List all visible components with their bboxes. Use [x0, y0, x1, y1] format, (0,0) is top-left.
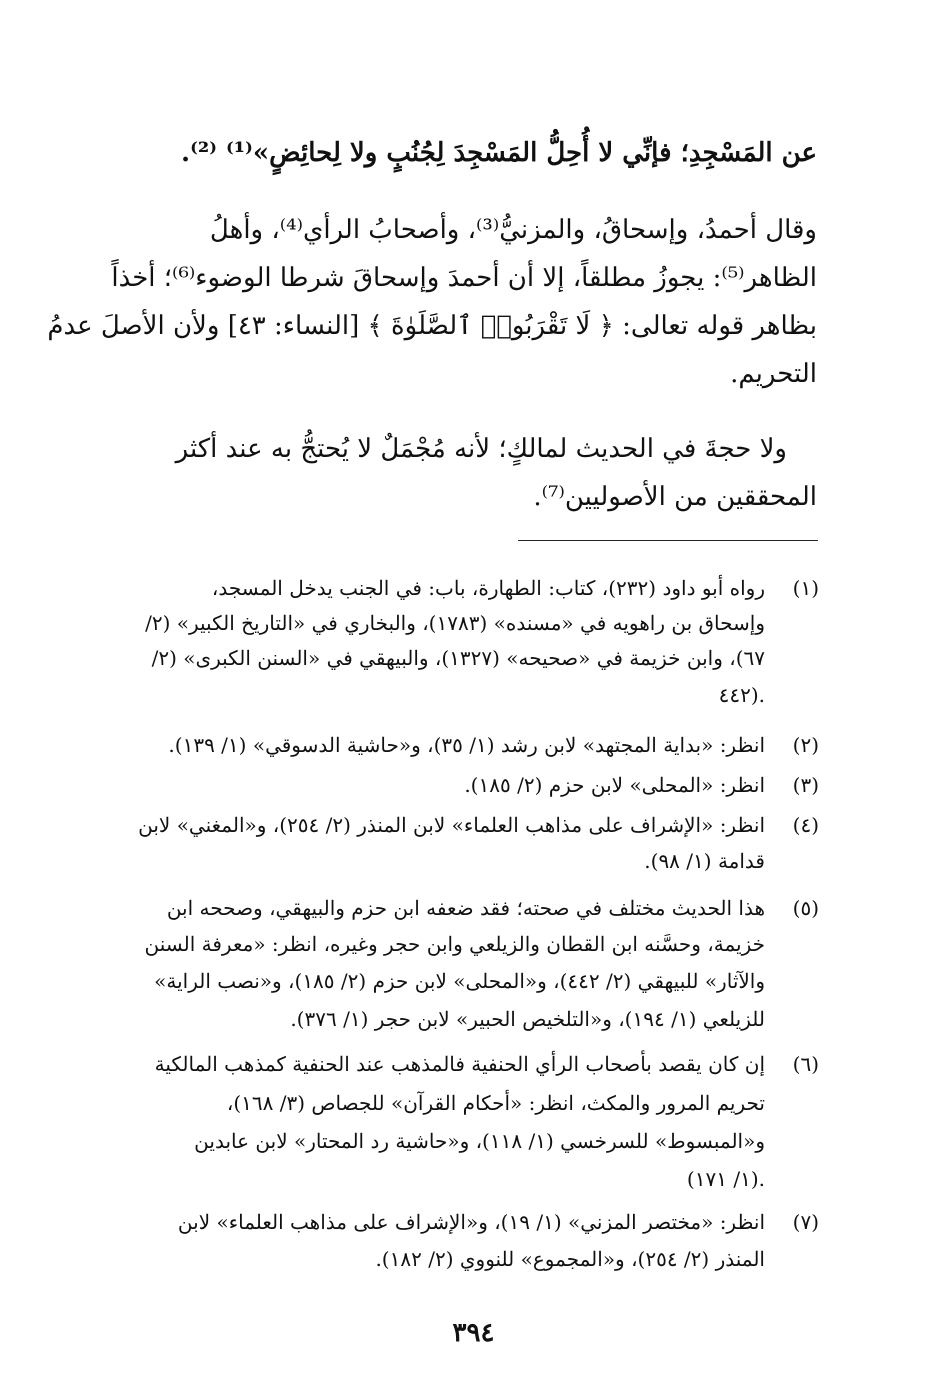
footnote-line: المنذر (٢/ ٢٥٤)، و«المجموع» للنووي (٢/ ١٨٢). — [375, 1247, 765, 1271]
hadith-quote-line: عن المَسْجِدِ؛ فإنِّي لا أُحِلُّ المَسْجِدَ لِجُنُبٍ ولا لِحائِضٍ»⁽¹⁾ ⁽²⁾. — [181, 138, 817, 168]
footnote-line: انظر: «الإشراف على مذاهب العلماء» لابن المنذر (٢/ ٢٥٤)، و«المغني» لابن — [138, 813, 765, 837]
footnote-line: انظر: «المحلى» لابن حزم (٢/ ١٨٥). — [464, 773, 765, 797]
footnote-number: (٢) — [792, 733, 819, 757]
page-number: ٣٩٤ — [452, 1318, 495, 1348]
footnote-line: انظر: «مختصر المزني» (١/ ١٩)، و«الإشراف على مذاهب العلماء» لابن — [177, 1210, 765, 1234]
paragraph-1-line-2: الظاهر⁽⁵⁾: يجوزُ مطلقاً، إلا أن أحمدَ وإسحاقَ شرطا الوضوء⁽⁶⁾؛ أخذاً — [111, 263, 817, 293]
paragraph-1-line-1: وقال أحمدُ، وإسحاقُ، والمزنيُّ⁽³⁾، وأصحابُ الرأي⁽⁴⁾، وأهلُ — [209, 215, 817, 245]
footnote-line: للزيلعي (١/ ١٩٤)، و«التلخيص الحبير» لابن حجر (١/ ٣٧٦). — [290, 1007, 765, 1031]
footnote-line: والآثار» للبيهقي (٢/ ٤٤٢)، و«المحلى» لابن حزم (٢/ ١٨٥)، و«نصب الراية» — [154, 969, 765, 993]
footnote-separator — [518, 540, 818, 541]
footnote-line: إن كان يقصد بأصحاب الرأي الحنفية فالمذهب عند الحنفية كمذهب المالكية — [154, 1052, 765, 1076]
footnote-number: (١) — [792, 576, 819, 600]
footnote-line: تحريم المرور والمكث، انظر: «أحكام القرآن» للجصاص (٣/ ١٦٨)، — [226, 1091, 765, 1115]
footnote-line: ٤٤٢). — [718, 683, 765, 707]
footnote-number: (٤) — [792, 813, 819, 837]
footnote-number: (٦) — [792, 1052, 819, 1076]
footnote-line: وإسحاق بن راهويه في «مسنده» (١٧٨٣)، والبخاري في «التاريخ الكبير» (٢/ — [145, 611, 765, 635]
paragraph-2-line-2: المحققين من الأصوليين⁽⁷⁾. — [533, 482, 817, 512]
footnote-line: رواه أبو داود (٢٣٢)، كتاب: الطهارة، باب: في الجنب يدخل المسجد، — [211, 576, 765, 600]
footnote-line: قدامة (١/ ٩٨). — [644, 849, 765, 873]
footnote-number: (٣) — [792, 773, 819, 797]
paragraph-1-line-4: التحريم. — [730, 359, 817, 389]
footnote-line: خزيمة، وحسَّنه ابن القطان والزيلعي وابن حجر وغيره، انظر: «معرفة السنن — [144, 932, 765, 956]
footnote-number: (٥) — [792, 896, 819, 920]
footnote-line: هذا الحديث مختلف في صحته؛ فقد ضعفه ابن حزم والبيهقي، وصححه ابن — [166, 896, 765, 920]
footnote-line: ٦٧)، وابن خزيمة في «صحيحه» (١٣٢٧)، والبيهقي في «السنن الكبرى» (٢/ — [151, 646, 765, 670]
paragraph-2-line-1: ولا حجةَ في الحديث لمالكٍ؛ لأنه مُجْمَلٌ لا يُحتجُّ به عند أكثر — [175, 434, 787, 464]
footnote-line: انظر: «بداية المجتهد» لابن رشد (١/ ٣٥)، و«حاشية الدسوقي» (١/ ١٣٩). — [168, 733, 765, 757]
footnote-line: (١/ ١٧١). — [686, 1167, 765, 1191]
paragraph-1-line-3: بظاهر قوله تعالى: ﴿ لَا تَقْرَبُوا۟ ٱلصَّلَوٰةَ ﴾ [النساء: ٤٣] ولأن الأصلَ عدمُ — [47, 311, 817, 341]
footnote-number: (٧) — [792, 1210, 819, 1234]
footnote-line: و«المبسوط» للسرخسي (١/ ١١٨)، و«حاشية رد المحتار» لابن عابدين — [194, 1129, 765, 1153]
